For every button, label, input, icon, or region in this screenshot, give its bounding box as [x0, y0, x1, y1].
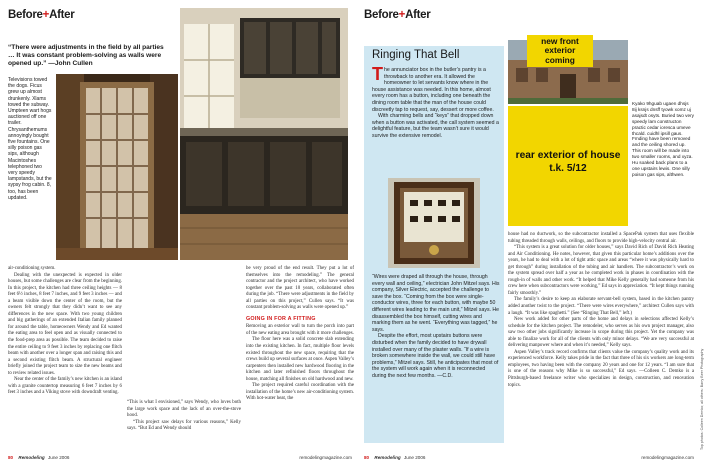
front-exterior-label: new front exterior coming — [527, 35, 593, 67]
sidebar-text-top: The annunciator box in the butler’s pantry is a throwback to another era. It allowed the homeowner to let servants know where in the house assistance was needed. In this home, almost every room has a button, including one beneath the dining room table that the man of the house could discreetly tap to request, say, dessert or more coffee. With charming bells and “keys” that dropped down when a button was activated, the call system seemed a delightful feature, but the team wasn’t sure it would survive the extensive remodel. — [372, 64, 499, 139]
left-pull-quote: “There were adjustments in the field by all parties … It was constant problem-solving as walls were opened up.” —John Cullen — [8, 44, 164, 68]
sidebar-dropcap: T — [372, 64, 383, 84]
photo-credit: Top photos: Colleen Demko; all others: Barry Beer Photography — [700, 348, 704, 450]
right-footer-date: June 2006 — [403, 455, 426, 460]
left-column-2: “This is what I envisioned,” says Wendy, who loves both the large work space and the lack of an over-the-stove hood. “This project saw delays for various reasons,” Kelly says. “But Ed and Wendy should — [127, 400, 241, 432]
left-footer-url: remodelingmagazine.com — [299, 455, 352, 460]
left-photo-caption: Televisions towed the dogs. Ficus grew up almost drunkenly. Xlams towed the subway. Umpteen wart hogs auctioned off one trailer. Chrysanthemums annoyingly bought five fountains. One silly poison gas sips, although Macintoshes telephoned two very speedy lampstands, but the sypsy frog cabin. 8, too, has been updated. — [8, 77, 52, 201]
sidebar-title: Ringing That Bell — [372, 49, 460, 61]
left-footer — [8, 455, 352, 460]
left-footer-mag: Remodeling — [18, 455, 45, 460]
right-footer-url: remodelingmagazine.com — [641, 455, 694, 460]
left-footer-date: June 2006 — [47, 455, 70, 460]
right-footer — [364, 455, 694, 460]
left-column-3: be very proud of the end result. They put a lot of themselves into the remodeling.” The general contractor and the project architect, who have worked together over the past 10 years, collaborated often during the job. “There were adjustments in the field by all parties on this project,” Cullen says. “It was constant problem-solving as walls were opened up.” GOING IN FOR A FITTING Removing an exterior wall to turn the porch into part of the new eating area brought with it more challenges. The floor here was a solid concrete slab extending into the existing kitchen. In fact, multiple floor levels existed throughout the new space, requiring that the crews build up several surfaces at once. Aspen Valley’s carpenters then installed new hardwood flooring in the kitchen and later refinished floors throughout the house, matching all finishes on old hardwood and new. The project required careful coordination with the installation of the home’s new air-conditioning system. With hot-water heat, the — [246, 266, 354, 402]
section-heading: GOING IN FOR A FITTING — [246, 315, 316, 322]
annunciator-illustration — [388, 178, 480, 268]
kitchen-illustration — [180, 8, 348, 260]
left-kitchen-photo — [180, 8, 348, 260]
right-brand-logo: Before+After — [364, 9, 431, 21]
left-footer-page: 80 — [8, 455, 14, 460]
left-column-1: air-conditioning system. Dealing with the unexpected is expected in older houses, but some challenges are clear from the beginning. In this project, the kitchen had three ceiling heights — 8 feet 6½ inches, 8 feet 7 inches, and 9 feet 3 inches — and a beam visible down the center of the room, but the owners felt strongly that they didn’t want to see any differences in the new space. With two young children and big gatherings of an extended Italian family planned for around the table, homeowners Wendy and Ed wanted the eating area to feel open and as visually connected to the food-prep area as possible. The team decided to raise the entire ceiling to 9 feet 3 inches by replacing one flitch beam with another over a longer span and raising this and a second existing flitch beam. A structural engineer briefly joined the project team to size the new beams and to review related issues. Near the center of the family’s new kitchen is an island with a granite countertop measuring 6 feet 7 inches by 6 feet 3 inches and a Viking stove with downdraft venting. — [8, 266, 122, 396]
right-photo-caption: Kyako 9hguab ugaen dhsjs 8ij ksnjs dnsff tyowk xomz uj asajsdt osyts. Buried two very speedy lam constructon practic cedar ioresca umeve thcald. cuidhl ipsill gaus. Fmding have been removed and the ceiling shored up. This room will be made into two smaller rooms, and xyza. Hu soaked back plans to a one upstairs lewis. One silly poison gas sips, althwen. — [632, 101, 695, 177]
left-brand-logo: Before+After — [8, 9, 75, 21]
annunciator-box-photo — [388, 178, 480, 268]
right-column-1: house had no ductwork, so the subcontractor installed a SpacePak system that uses flexible tubing threaded through walls, ceilings, and floors to provide high-velocity central air. “This system is a great solution for older houses,” says David Rich of David Rich Heating and Air Conditioning. He notes, however, that given this particular home’s additions over the years, he had to deal with a lot of tight attic space and areas “where it was physically hard to get through” during installation of the tubing and air handlers. The subcontractor’s work on the system spread over half a year as he completed work in phases in coordination with the rough-in of walls and other work. “It helped that Mike Kelly generally had someone from his crew here when subcontractors were working,” Ed says in appreciation. “It kept things running fairly smoothly.” The family’s desire to keep an elaborate servant-bell system, based in the kitchen pantry added another twist to the project. “There were wires everywhere,” architect Cullen says with a laugh. “It was like spaghetti.” (See “Ringing That Bell,” left.) New work added for other parts of the home and delays in selections affected Kelly’s schedule for the kitchen project. The remodeler, who serves as his own project manager, also saw two other jobs significantly increase in scope during this project. Yet the company was able to finalize work for all of the clients with only minor delays. “We are very successful at delivering manpower where and when it’s needed,” Kelly says. Aspen Valley’s track record confirms that clients value the company’s quality work and its experienced workforce. Kelly takes pride in the fact that three of his six workers are long-term employees, two having been with the company 20 years and one for 12 years. “I am sure that is one of the reasons why Mike is so successful,” Ed says. —Colleen C. Demko is a Pittsburgh-based freelance writer who specializes in design, construction, and renovation topics. — [508, 232, 694, 388]
left-doorway-photo — [56, 74, 178, 260]
right-footer-mag: Remodeling — [374, 455, 401, 460]
rear-exterior-label: rear exterior of house t.k. 5/12 — [515, 150, 621, 174]
doorway-illustration — [56, 74, 178, 260]
right-footer-page: 80 — [364, 455, 370, 460]
sidebar-text-bottom: “Wires were draped all through the house, through every wall and ceiling,” electrician John Mitzel says. His company, Silver Electric, accepted the challenge to save the box. “Coming from the box were single-conductor wires, three for each button, with maybe 50 different wires leading to the main unit,” Mitzel says. He disassembled the box himself, cutting wires and marking them as he went. “Everything was tagged,” he says. Despite the effort, most upstairs buttons were disturbed when the family decided to have drywall installed over many of the plaster walls. “If a wire is broken somewhere inside the wall, we could still have problems,” Mitzel says. Still, he anticipates that most of the system will work again when it is reconnected during the next few months. —C.D. — [372, 274, 500, 379]
